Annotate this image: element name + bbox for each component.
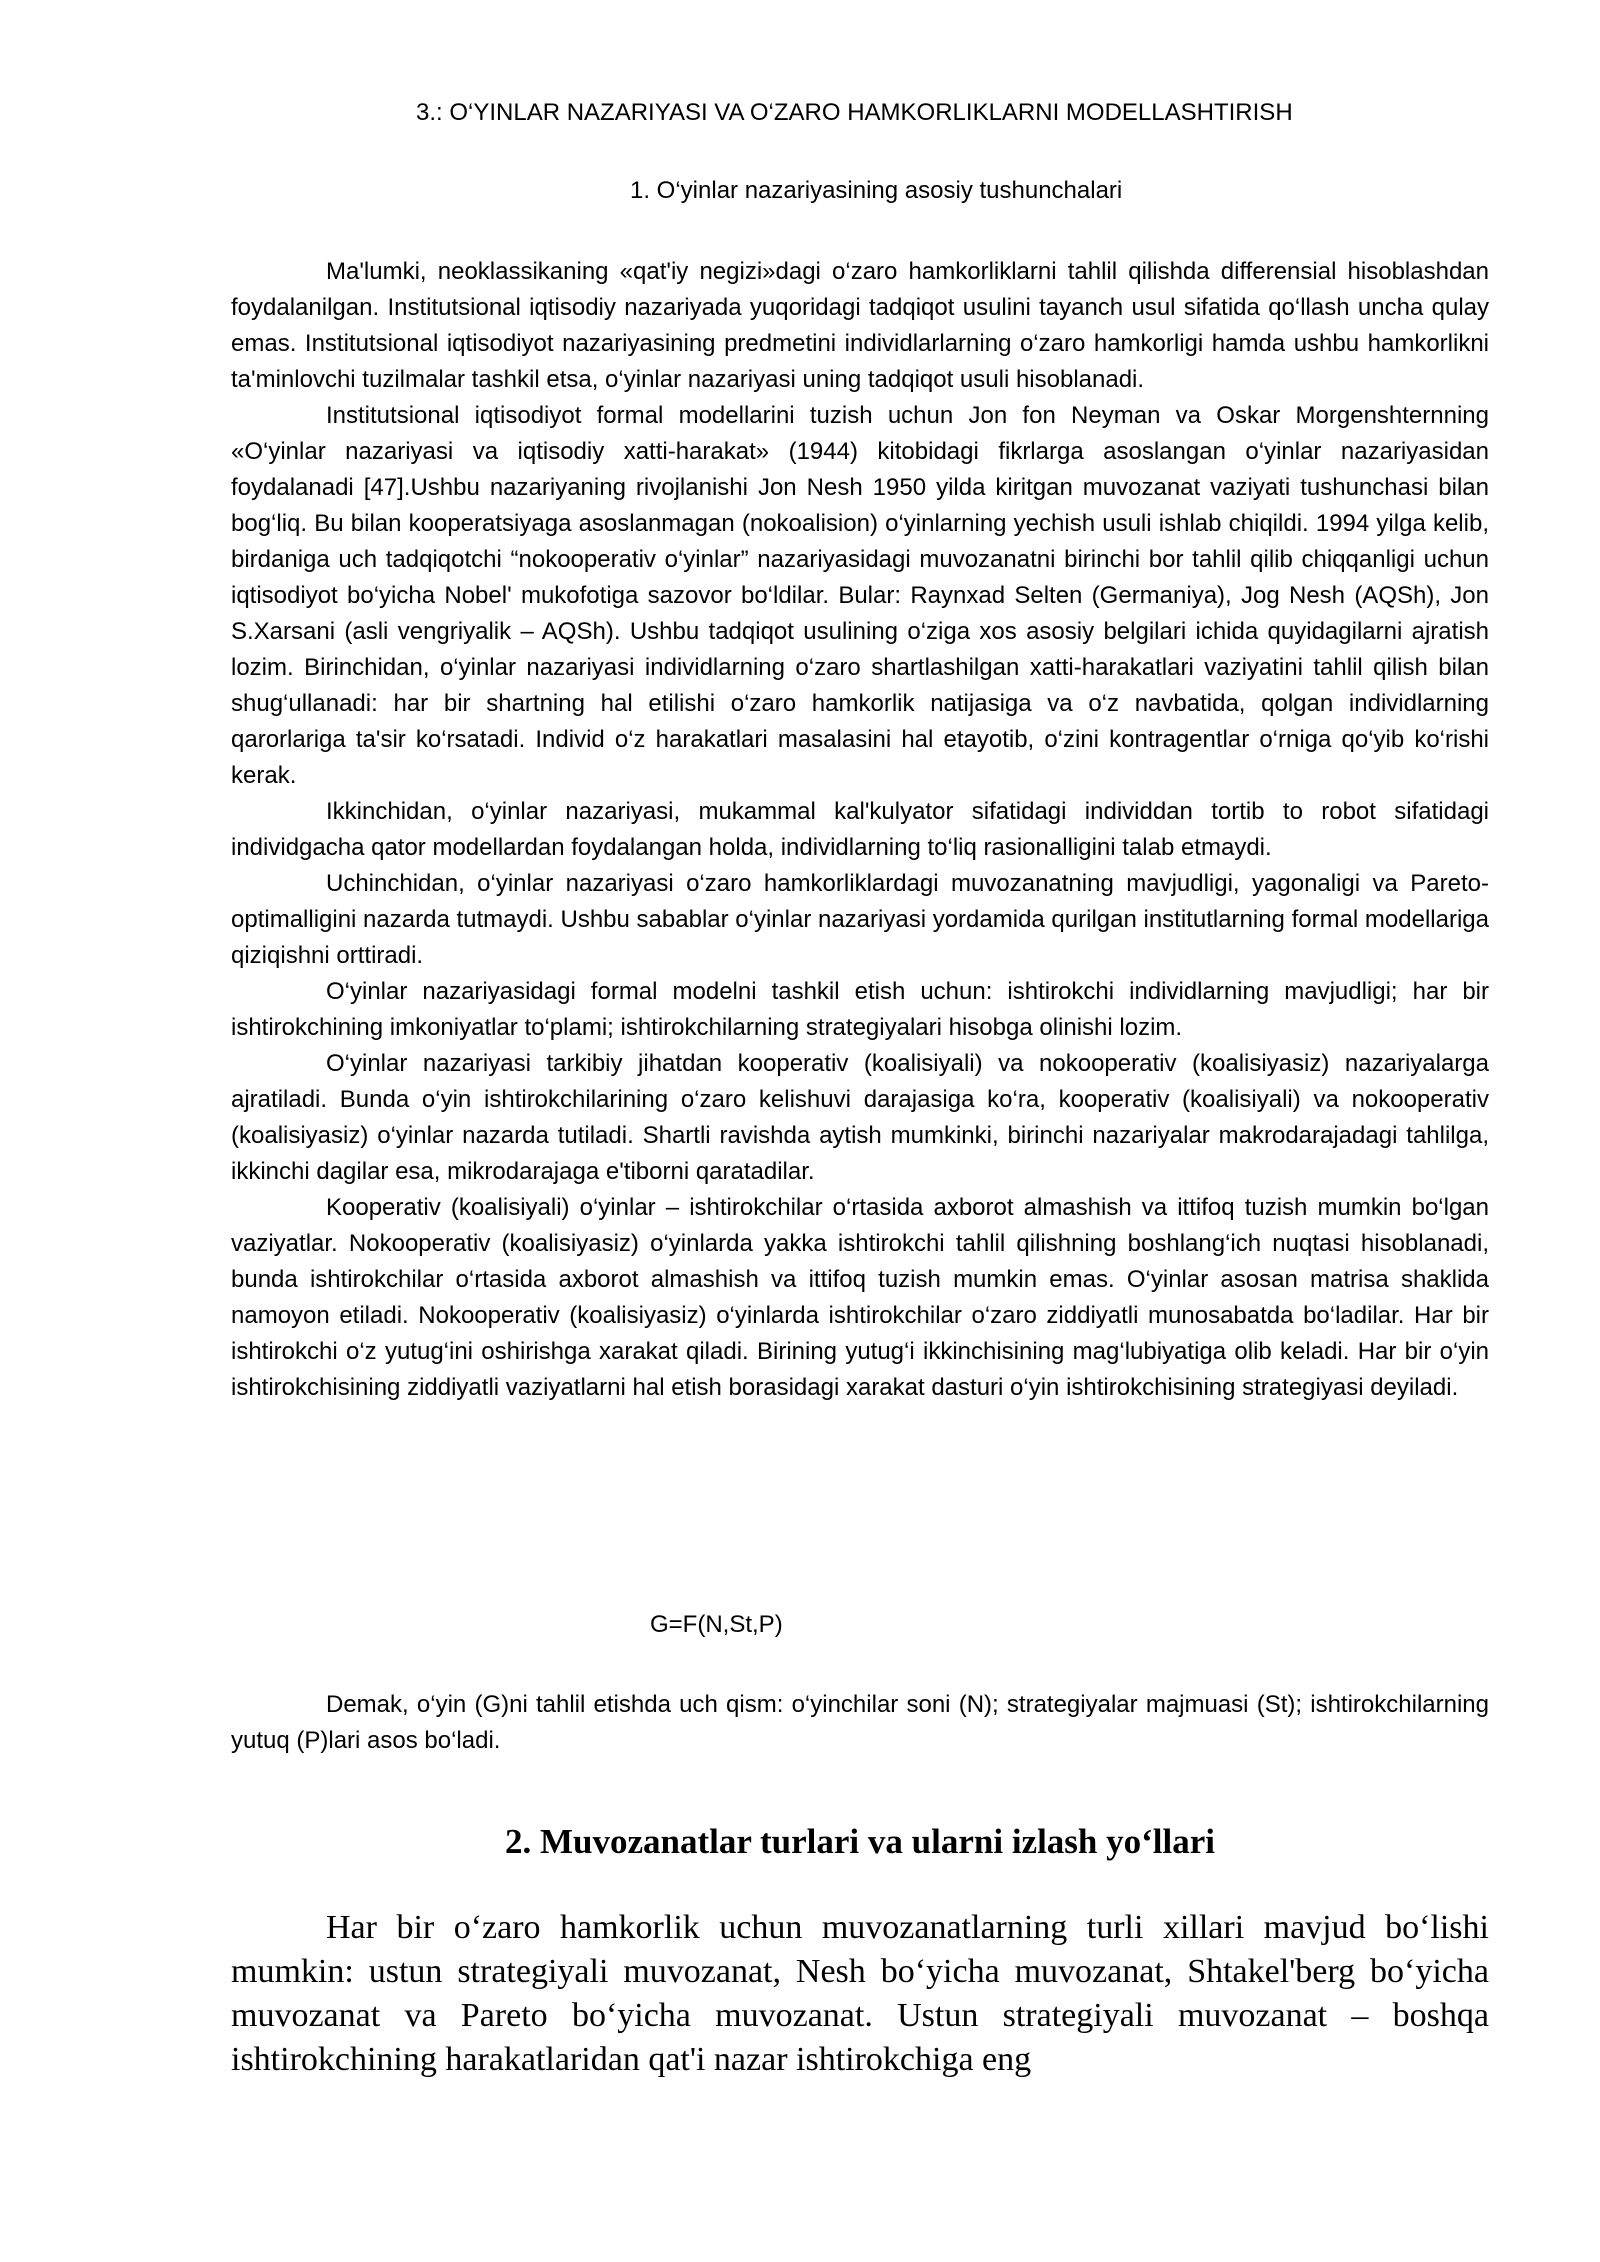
formula-explanation (231, 1687, 1489, 1759)
section-title-1: 1. O‘yinlar nazariyasining asosiy tushunchalari (630, 177, 1123, 204)
section-title-2: 2. Muvozanatlar turlari va ularni izlash yo‘llari (504, 1822, 1215, 1861)
paragraph-3: Ikkinchidan, o‘yinlar nazariyasi, mukammal kal'kulyator sifatidagi individdan tortib to robot sifatidagi individgacha qator modellardan foydalangan holda, individlarning to‘liq rasionalligini talab etmaydi. (231, 798, 1489, 861)
formula: G=F(N,St,P) (650, 1611, 783, 1638)
paragraph-6: O‘yinlar nazariyasi tarkibiy jihatdan kooperativ (koalisiyali) va nokooperativ (koalisiyasiz) nazariyalarga ajratiladi. Bunda o‘yin ishtirokchilarining o‘zaro kelishuvi darajasiga ko‘ra, kooperativ (koalisiyali) va nokooperativ (koalisiyasiz) o‘yinlar nazarda tutiladi. Shartli ravishda aytish mumkinki, birinchi nazariyalar makrodarajadagi tahlilga, ikkinchi dagilar esa, mikrodarajaga e'tiborni qaratadilar. (231, 1050, 1489, 1185)
paragraph-5: O‘yinlar nazariyasidagi formal modelni tashkil etish uchun: ishtirokchi individlarning mavjudligi; har bir ishtirokchining imkoniyatlar to‘plami; ishtirokchilarning strategiyalari hisobga olinishi lozim. (231, 978, 1489, 1041)
section-1-body (231, 254, 1489, 1406)
paragraph-8: Demak, o‘yin (G)ni tahlil etishda uch qism: o‘yinchilar soni (N); strategiyalar majmuasi (St); ishtirokchilarning yutuq (P)lari asos bo‘ladi. (231, 1691, 1489, 1754)
paragraph-1: Ma'lumki, neoklassikaning «qat'iy negizi»dagi o‘zaro hamkorliklarni tahlil qilishda differensial hisoblashdan foydalanilgan. Institutsional iqtisodiy nazariyada yuqoridagi tadqiqot usulini tayanch usul sifatida qo‘llash uncha qulay emas. Institutsional iqtisodiyot nazariyasining predmetini individlarlarning o‘zaro hamkorligi hamda ushbu hamkorlikni ta'minlovchi tuzilmalar tashkil etsa, o‘yinlar nazariyasi uning tadqiqot usuli hisoblanadi. (231, 258, 1489, 393)
paragraph-4: Uchinchidan, o‘yinlar nazariyasi o‘zaro hamkorliklardagi muvozanatning mavjudligi, yagonaligi va Pareto-optimalligini nazarda tutmaydi. Ushbu sabablar o‘yinlar nazariyasi yordamida qurilgan institutlarning formal modellariga qiziqishni orttiradi. (231, 870, 1489, 969)
chapter-title: 3.: O‘YINLAR NAZARIYASI VA O‘ZARO HAMKORLIKLARNI MODELLASHTIRISH (416, 99, 1293, 126)
paragraph-9: Har bir o‘zaro hamkorlik uchun muvozanatlarning turli xillari mavjud bo‘lishi mumkin: ustun strategiyali muvozanat, Nesh bo‘yicha muvozanat, Shtakel'berg bo‘yicha muvozanat va Pareto bo‘yicha muvozanat. Ustun strategiyali muvozanat – boshqa ishtirokchining harakatlaridan qat'i nazar ishtirokchiga eng (231, 1909, 1489, 2078)
section-2-body (231, 1906, 1489, 2082)
paragraph-2: Institutsional iqtisodiyot formal modellarini tuzish uchun Jon fon Neyman va Oskar Morgenshternning «O‘yinlar nazariyasi va iqtisodiy xatti-harakat» (1944) kitobidagi fikrlarga asoslangan o‘yinlar nazariyasidan foydalanadi [47].Ushbu nazariyaning rivojlanishi Jon Nesh 1950 yilda kiritgan muvozanat vaziyati tushunchasi bilan bog‘liq. Bu bilan kooperatsiyaga asoslanmagan (nokoalision) o‘yinlarning yechish usuli ishlab chiqildi. 1994 yilga kelib, birdaniga uch tadqiqotchi “nokooperativ o‘yinlar” nazariyasidagi muvozanatni birinchi bor tahlil qilib chiqqanligi uchun iqtisodiyot bo‘yicha Nobel' mukofotiga sazovor bo‘ldilar. Bular: Raynxad Selten (Germaniya), Jog Nesh (AQSh), Jon S.Xarsani (asli vengriyalik – AQSh). Ushbu tadqiqot usulining o‘ziga xos asosiy belgilari ichida quyidagilarni ajratish lozim. Birinchidan, o‘yinlar nazariyasi individlarning o‘zaro shartlashilgan xatti-harakatlari vaziyatini tahlil qilish bilan shug‘ullanadi: har bir shartning hal etilishi o‘zaro hamkorlik natijasiga va o‘z navbatida, qolgan individlarning qarorlariga ta'sir ko‘rsatadi. Individ o‘z harakatlari masalasini hal etayotib, o‘zini kontragentlar o‘rniga qo‘yib ko‘rishi kerak. (231, 402, 1489, 789)
paragraph-7: Kooperativ (koalisiyali) o‘yinlar – ishtirokchilar o‘rtasida axborot almashish va ittifoq tuzish mumkin bo‘lgan vaziyatlar. Nokooperativ (koalisiyasiz) o‘yinlarda yakka ishtirokchi tahlil qilishning boshlang‘ich nuqtasi hisoblanadi, bunda ishtirokchilar o‘rtasida axborot almashish va ittifoq tuzish mumkin emas. O‘yinlar asosan matrisa shaklida namoyon etiladi. Nokooperativ (koalisiyasiz) o‘yinlarda ishtirokchilar o‘zaro ziddiyatli munosabatda bo‘ladilar. Har bir ishtirokchi o‘z yutug‘ini oshirishga xarakat qiladi. Birining yutug‘i ikkinchisining mag‘lubiyatiga olib keladi. Har bir o‘yin ishtirokchisining ziddiyatli vaziyatlarni hal etish borasidagi xarakat dasturi o‘yin ishtirokchisining strategiyasi deyiladi. (231, 1194, 1489, 1401)
